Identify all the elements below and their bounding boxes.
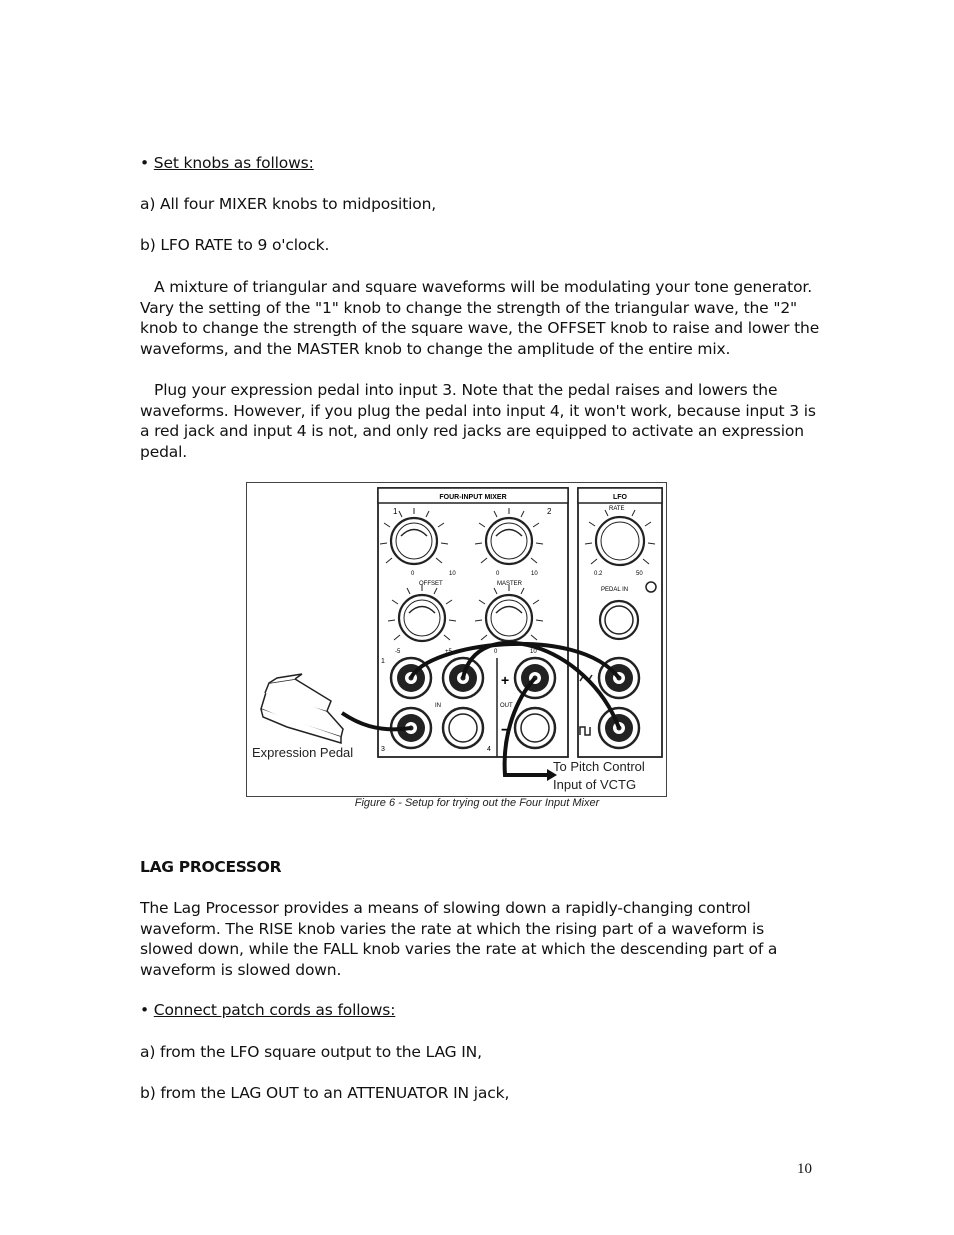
paragraph-expression-pedal: Plug your expression pedal into input 3. Note that the pedal raises and lowers the waveforms. However, if you plug the pedal into input 4, it won't work, because input 3 is a red jack and input 4 is not, and only red jacks are equipped to activate an expression pedal. (140, 381, 816, 461)
lfo-title: LFO (613, 494, 627, 501)
figure-mixer-setup (246, 482, 667, 797)
master-label: MASTER (497, 581, 523, 587)
set-knobs-heading: Set knobs as follows: (153, 154, 314, 172)
pedal-in-led (646, 582, 656, 592)
out-minus: − (501, 722, 511, 739)
connect-cords-heading: Connect patch cords as follows: (153, 1001, 396, 1019)
out-label: OUT (500, 703, 513, 709)
expression-pedal-drawing (261, 674, 343, 743)
bullet-set-knobs (140, 153, 820, 174)
bullet-connect-cords (140, 1000, 820, 1021)
page-number: 10 (797, 1161, 812, 1177)
figure-caption: Figure 6 - Setup for trying out the Four Input Mixer (354, 797, 600, 809)
section-heading-lag-processor: LAG PROCESSOR (140, 858, 282, 876)
jack-4 (443, 708, 483, 748)
jack-3-label: 3 (381, 746, 385, 753)
knob-1-max: 10 (449, 571, 456, 577)
in-label: IN (435, 703, 441, 709)
rate-max: 50 (636, 571, 643, 577)
rate-label: RATE (609, 506, 625, 512)
mixer-title: FOUR-INPUT MIXER (439, 494, 507, 501)
step-b-lfo-rate: b) LFO RATE to 9 o'clock. (140, 236, 330, 254)
step-a-mixer-knobs: a) All four MIXER knobs to midposition, (140, 195, 437, 213)
to-pitch-label-2: Input of VCTG (553, 777, 637, 792)
bullet: • (140, 1001, 154, 1019)
figure-illustration (247, 483, 668, 798)
pedal-in-jack (600, 601, 638, 639)
master-max: 10 (530, 649, 537, 655)
rate-min: 0.2 (594, 571, 603, 577)
bullet: • (140, 154, 154, 172)
out-plus: + (501, 672, 510, 688)
knob-2-label: 2 (547, 507, 552, 516)
master-min: 0 (494, 649, 498, 655)
knob-2-min: 0 (496, 571, 500, 577)
knob-1-label: 1 (393, 507, 398, 516)
step-a-lfo-to-lag: a) from the LFO square output to the LAG IN, (140, 1043, 482, 1061)
pedal-in-label: PEDAL IN (601, 587, 629, 593)
offset-label: OFFSET (419, 581, 443, 587)
offset-min: -5 (395, 649, 401, 655)
paragraph-mixture: A mixture of triangular and square waveforms will be modulating your tone generator. Vary the setting of the "1" knob to change the strength of the triangular wave, the "2" knob to change the strength of the square wave, the OFFSET knob to raise and lower the waveforms, and the MASTER knob to change the amplitude of the entire mix. (140, 278, 820, 358)
jack-4-label: 4 (487, 746, 491, 753)
to-pitch-label-1: To Pitch Control (553, 759, 645, 774)
offset-max: +5 (445, 649, 452, 655)
knob-1-min: 0 (411, 571, 415, 577)
jack-1-label: 1 (381, 658, 385, 665)
expression-pedal-label: Expression Pedal (252, 745, 354, 760)
knob-2-max: 10 (531, 571, 538, 577)
jack-out-minus (515, 708, 555, 748)
step-b-lag-to-attenuator: b) from the LAG OUT to an ATTENUATOR IN jack, (140, 1084, 510, 1102)
paragraph-lag-processor: The Lag Processor provides a means of slowing down a rapidly-changing control waveform. The RISE knob varies the rate at which the rising part of a waveform is slowed down, while the FALL knob varies the rate at which the descending part of a waveform is slowed down. (140, 899, 778, 979)
